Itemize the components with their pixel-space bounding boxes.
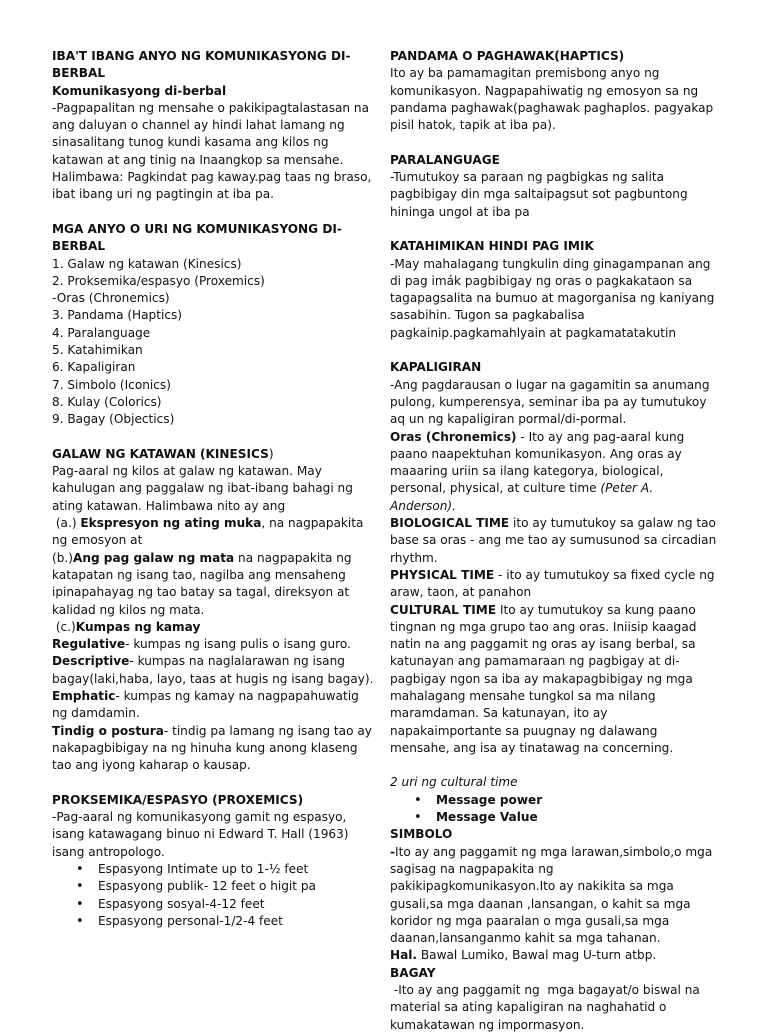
simbolo-paragraph	[390, 844, 718, 948]
term-bold: Regulative	[52, 637, 126, 652]
term-text: - tindig pa lamang ng isang tao ay nakapagbibigay na ng hinuha kung anong klaseng tao ang iyong kaharap o kausap.	[52, 723, 372, 773]
type-item: 8. Kulay (Colorics)	[52, 394, 162, 409]
heading-paralanguage	[390, 152, 718, 169]
heading-text: MGA ANYO O URI NG KOMUNIKASYONG DI-BERBAL	[52, 221, 342, 254]
heading-text: BAGAY	[390, 965, 436, 980]
term-bold: Hal.	[390, 948, 418, 963]
list-item	[436, 792, 718, 809]
type-item: 1. Galaw ng katawan (Kinesics)	[52, 256, 242, 271]
item-bold: Ang pag galaw ng mata	[72, 550, 235, 565]
list-item-text: Message Value	[436, 810, 538, 825]
item-bold: Kumpas ng kamay	[75, 619, 201, 634]
term-text: Ito ay tumutukoy sa kung paano tingnan ng mga grupo tao ang oras. Iniisip kaagad natin na ang paggamit ng oras ay isang berbal, sa katunayan ang pamamaraan ng pagbigay at di-pagbigay ngon sa iba ay makapagbibigay ng mga mahalagang mensahe tungkol sa ma nilang maramdaman. Sa katunayan, ito ay napakaimportante sa puugnay ng dalawang mensahe, ang isa ay tinatawag na concerning.	[390, 602, 697, 755]
type-item: 3. Pandama (Haptics)	[52, 308, 183, 323]
list-item: • Espasyong sosyal-4-12 feet	[98, 896, 377, 913]
heading-text: GALAW NG KATAWAN (KINESICS	[52, 446, 269, 461]
descriptive-item	[52, 653, 377, 688]
type-item: 6. Kapaligiran	[52, 360, 136, 375]
cultural-time	[390, 602, 718, 758]
term-text: - kumpas na naglalarawan ng isang bagay(laki,haba, layo, taas at hugis ng isang bagay).	[52, 654, 374, 686]
item-text: , na nagpapakita ng emosyon at	[52, 516, 364, 548]
type-item: 4. Paralanguage	[52, 325, 151, 340]
tindig-item	[52, 723, 377, 775]
list-item: • Espasyong personal-1/2-4 feet	[98, 913, 377, 930]
heading-text: PROKSEMIKA/ESPASYO (PROXEMICS)	[52, 792, 304, 807]
heading-text: IBA'T IBANG ANYO NG KOMUNIKASYONG DI-BERBAL	[52, 49, 351, 81]
heading-text: SIMBOLO	[390, 827, 453, 842]
definition-paragraph: -Pagpapalitan ng mensahe o pakikipagtalastasan na ang daluyan o channel ay hindi lahat lamang ng sinasalitang tunog kundi kasama ang kilos ng katawan at ang tinig na Inaangkop sa mensahe.	[52, 100, 369, 167]
proxemics-paragraph: -Pag-aaral ng komunikasyong gamit ng espasyo, isang katawagang binuo ni Edward T. Hall (1963) isang antropologo.	[52, 810, 349, 859]
heading-mga-anyo	[52, 221, 377, 256]
subheading-komunikasyong-di-berbal	[52, 83, 377, 100]
term-text: Bawal Lumiko, Bawal mag U-turn atbp.	[417, 948, 657, 963]
katahimikan-paragraph: -May mahalagang tungkulin ding ginagampanan ang di pag imák pagbibigay ng oras o pagkakataon sa tagapagsalita na bumuo at magorganisa ng kaniyang sasabihin. Tugon sa pagkabalisa pagkainip.pagkamahlyain at pagkamatatakutin	[390, 256, 715, 340]
term-text: - Ito ay ang pag-aaral kung paano naapektuhan komunikasyon. Ang oras ay maaaring uriin sa ilang kategorya, biological, personal, physical, at culture time	[390, 429, 685, 496]
type-item: 2. Proksemika/espasyo (Proxemics)	[52, 273, 265, 288]
kinesics-paragraph: Pag-aaral ng kilos at galaw ng katawan. May kahulugan ang paggalaw ng ibat-ibang bahagi ng ating katawan. Halimbawa nito ay ang	[52, 464, 353, 513]
left-column	[52, 48, 377, 930]
term-bold: Descriptive	[52, 654, 130, 669]
heading-haptics	[390, 48, 718, 65]
list-item-text: Message power	[436, 792, 543, 807]
italic-text: 2 uri ng cultural time	[390, 775, 518, 790]
heading-katahimikan	[390, 238, 718, 255]
right-column	[390, 48, 718, 1034]
item-bold: Ekspresyon ng ating muka	[80, 516, 262, 531]
type-item: 5. Katahimikan	[52, 343, 143, 358]
proxemics-list	[52, 861, 377, 930]
heading-proxemics	[52, 792, 377, 809]
subheading-text: Komunikasyong di-berbal	[52, 83, 227, 98]
haptics-paragraph: Ito ay ba pamamagitan premisbong anyo ng komunikasyon. Nagpapahiwatig ng emosyon sa ng pandama paghawak(paghawak paghaplos. pagyakap pisil hatok, tapik at iba pa).	[390, 66, 714, 133]
term-text: ito ay tumutukoy sa galaw ng tao base sa oras - ang me tao ay sumusunod sa circadian rhythm.	[390, 516, 717, 565]
term-text: - kumpas ng isang pulis o isang guro.	[125, 637, 351, 652]
emphatic-item	[52, 688, 377, 723]
heading-kinesics	[52, 446, 377, 463]
list-item: • Espasyong publik- 12 feet o higit pa	[98, 878, 377, 895]
oras-paragraph	[390, 429, 718, 515]
bagay-paragraph: -Ito ay ang paggamit ng mga bagayat/o biswal na material sa ating kapaligiran na naghahatid o kumakatawan ng impormasyon.	[390, 983, 704, 1032]
type-item: -Oras (Chronemics)	[52, 291, 170, 306]
cultural-time-list	[390, 792, 718, 827]
paralanguage-paragraph: -Tumutukoy sa paraan ng pagbigkas ng salita pagbibigay din mga saltaipagsut sot pagbuntong hininga ungol at iba pa	[390, 170, 688, 219]
term-bold: CULTURAL TIME	[390, 602, 497, 617]
type-item: 7. Simbolo (Iconics)	[52, 377, 171, 392]
physical-time	[390, 567, 718, 602]
kinesics-b	[52, 550, 377, 619]
paragraph-text: Ito ay ang paggamit ng mga larawan,simbolo,o mga sagisag na nagpapakita ng pakikipagkomunikasyon.Ito ay nakikita sa mga gusali,sa mga daanan ,lansangan, o kahit sa mga koridor ng mga paaralan o mga gusali,sa mga daanan,lansanganmo kahit sa mga tahanan.	[390, 844, 713, 946]
heading-text: PANDAMA O PAGHAWAK(HAPTICS)	[390, 49, 625, 63]
example-paragraph: Halimbawa: Pagkindat pag kaway.pag taas ng braso, ibat ibang uri ng pagtingin at iba pa.	[52, 170, 372, 202]
citation: (Peter A. Anderson).	[390, 481, 654, 513]
regulative-item	[52, 636, 377, 653]
term-bold: BIOLOGICAL TIME	[390, 516, 510, 531]
heading-text: PARALANGUAGE	[390, 152, 500, 167]
heading-bagay	[390, 965, 718, 982]
heading-kapaligiran	[390, 359, 718, 376]
kapaligiran-paragraph: -Ang pagdarausan o lugar na gagamitin sa anumang pulong, kumperensya, seminar iba pa ay tumutukoy aq un ng kapaligiran pormal/di-pormal.	[390, 377, 710, 427]
heading-ibat-ibang-anyo	[52, 48, 377, 83]
dash: -	[390, 844, 396, 859]
term-bold: PHYSICAL TIME	[390, 567, 495, 582]
type-item: 9. Bagay (Objectics)	[52, 412, 175, 427]
heading-simbolo	[390, 826, 718, 843]
term-text: - ito ay tumutukoy sa fixed cycle ng araw, taon, at panahon	[390, 567, 715, 600]
heading-text: KATAHIMIKAN HINDI PAG IMIK	[390, 239, 594, 254]
two-uri-heading	[390, 774, 718, 791]
term-bold: Tindig o postura	[52, 723, 164, 738]
halimbawa-line	[390, 947, 718, 964]
item-text: na nagpapakita ng katapatan ng isang tao, nagilba ang mensaheng ipinapahayag ng tao batay sa tagal, direksyon at kalidad ng kilos ng mata.	[52, 550, 352, 617]
term-bold: Oras (Chronemics)	[390, 429, 517, 444]
item-prefix: (c.)	[52, 619, 76, 634]
kinesics-c	[52, 619, 377, 636]
kinesics-a	[52, 515, 377, 550]
list-item	[436, 809, 718, 826]
list-item: • Espasyong Intimate up to 1-½ feet	[98, 861, 377, 878]
biological-time	[390, 515, 718, 567]
heading-text: KAPALIGIRAN	[390, 360, 482, 375]
heading-paren: )	[268, 446, 274, 461]
term-text: - kumpas ng kamay na nagpapahuwatig ng damdamin.	[52, 688, 359, 721]
item-prefix: (a.)	[52, 516, 81, 531]
term-bold: Emphatic	[52, 688, 116, 703]
item-prefix: (b.)	[52, 550, 73, 565]
